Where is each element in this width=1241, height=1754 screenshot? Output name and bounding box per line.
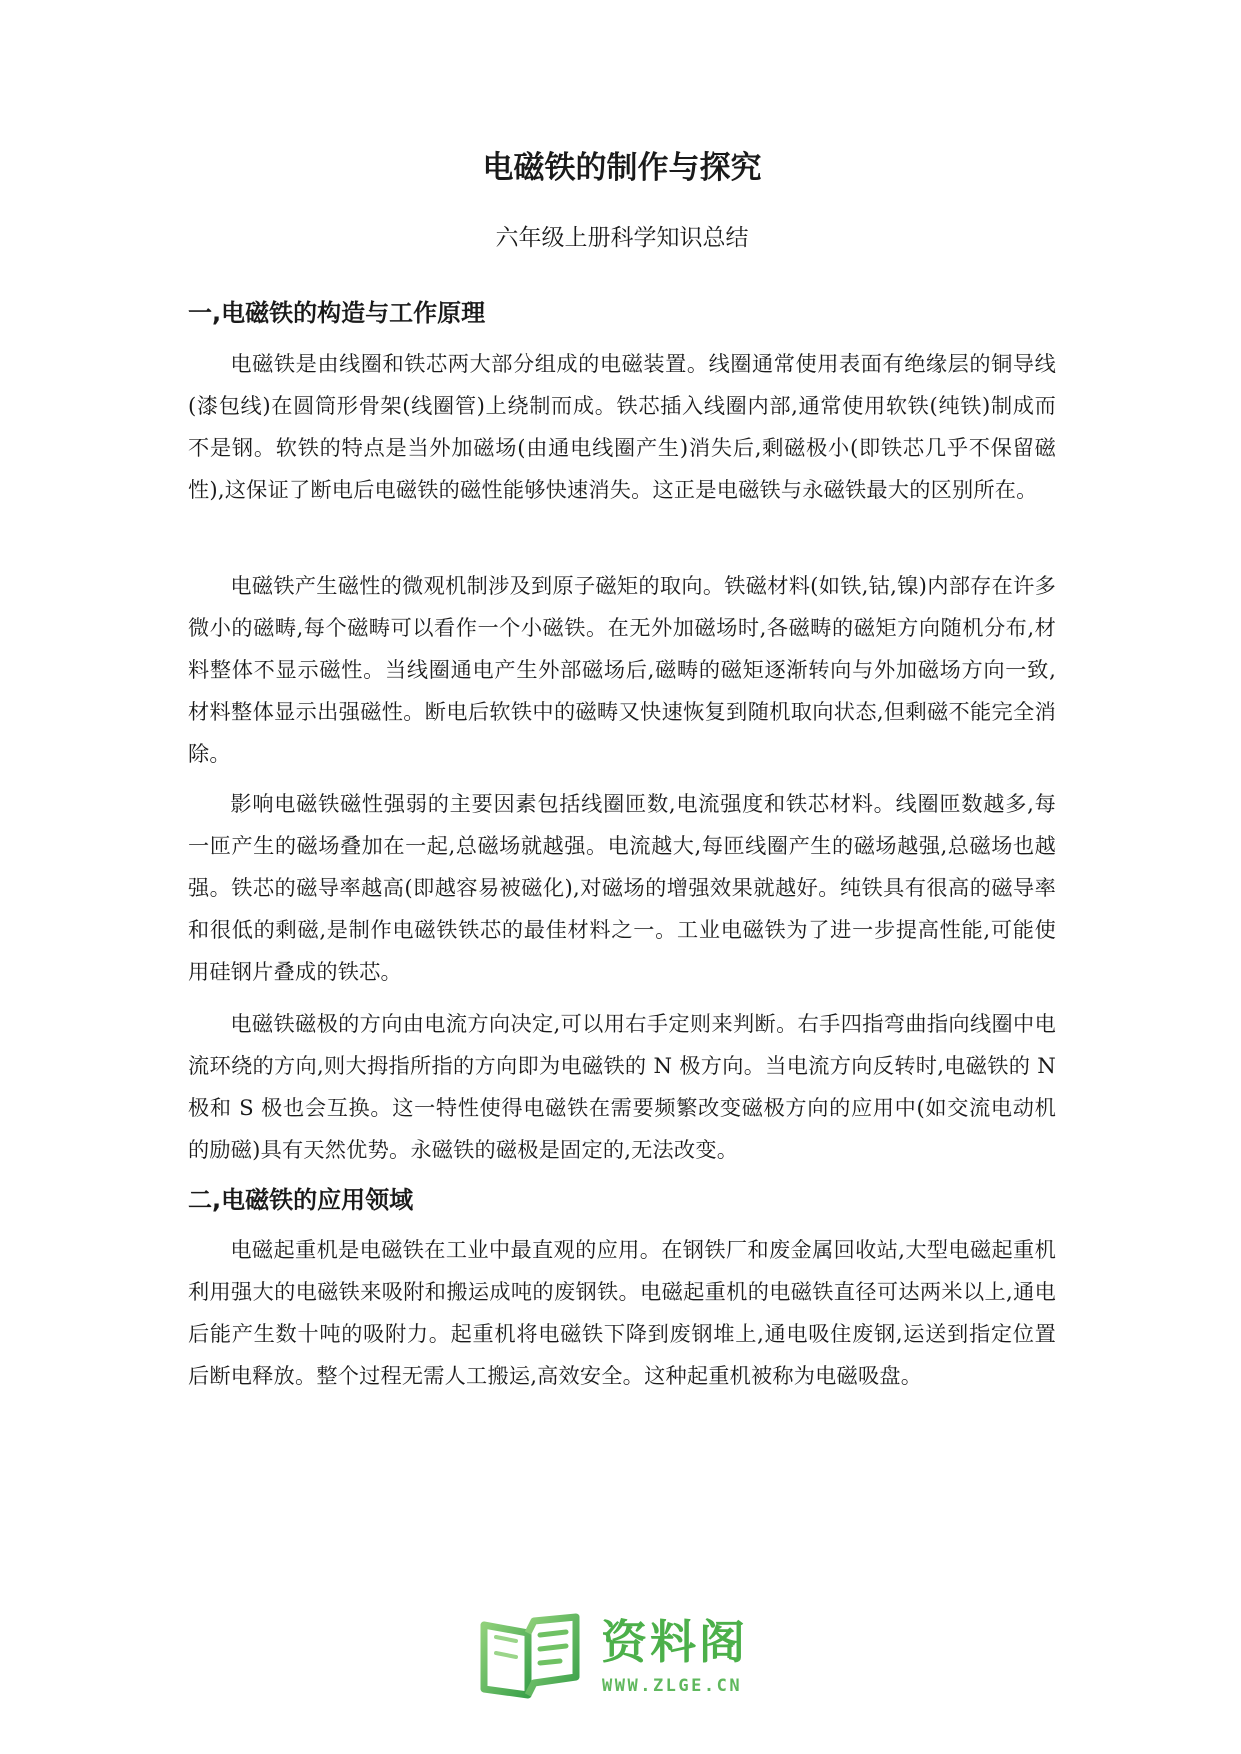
document-subtitle: 六年级上册科学知识总结 [495, 225, 749, 251]
watermark [476, 1607, 776, 1707]
watermark-brand: 资料阁 [601, 1615, 748, 1669]
watermark-url: WWW.ZLGE.CN [602, 1676, 743, 1696]
paragraph-magnetic-domains: 电磁铁产生磁性的微观机制涉及到原子磁矩的取向。铁磁材料(如铁,钴,镍)内部存在许多微小的磁畴,每个磁畴可以看作一个小磁铁。在无外加磁场时,各磁畴的磁矩方向随机分布,材料整体不显示磁性。当线圈通电产生外部磁场后,磁畴的磁矩逐渐转向与外加磁场方向一致,材料整体显示出强磁性。断电后软铁中的磁畴又快速恢复到随机取向状态,但剩磁不能完全消除。 [188, 573, 1056, 766]
section-heading-structure: 一,电磁铁的构造与工作原理 [188, 299, 486, 327]
document-title: 电磁铁的制作与探究 [482, 150, 762, 186]
paragraph-structure: 电磁铁是由线圈和铁芯两大部分组成的电磁装置。线圈通常使用表面有绝缘层的铜导线(漆包线)在圆筒形骨架(线圈管)上绕制而成。铁芯插入线圈内部,通常使用软铁(纯铁)制成而不是钢。软铁的特点是当外加磁场(由通电线圈产生)消失后,剩磁极小(即铁芯几乎不保留磁性),这保证了断电后电磁铁的磁性能够快速消失。这正是电磁铁与永磁铁最大的区别所在。 [188, 351, 1056, 502]
paragraph-crane: 电磁起重机是电磁铁在工业中最直观的应用。在钢铁厂和废金属回收站,大型电磁起重机利用强大的电磁铁来吸附和搬运成吨的废钢铁。电磁起重机的电磁铁直径可达两米以上,通电后能产生数十吨的吸附力。起重机将电磁铁下降到废钢堆上,通电吸住废钢,运送到指定位置后断电释放。整个过程无需人工搬运,高效安全。这种起重机被称为电磁吸盘。 [188, 1237, 1056, 1388]
open-book-logo-icon [476, 1607, 594, 1699]
paragraph-strength-factors: 影响电磁铁磁性强弱的主要因素包括线圈匝数,电流强度和铁芯材料。线圈匝数越多,每一匝产生的磁场叠加在一起,总磁场就越强。电流越大,每匝线圈产生的磁场越强,总磁场也越强。铁芯的磁导率越高(即越容易被磁化),对磁场的增强效果就越好。纯铁具有很高的磁导率和很低的剩磁,是制作电磁铁铁芯的最佳材料之一。工业电磁铁为了进一步提高性能,可能使用硅钢片叠成的铁芯。 [188, 791, 1056, 984]
section-heading-applications: 二,电磁铁的应用领域 [188, 1186, 414, 1214]
paragraph-pole-direction: 电磁铁磁极的方向由电流方向决定,可以用右手定则来判断。右手四指弯曲指向线圈中电流环绕的方向,则大拇指所指的方向即为电磁铁的 N 极方向。当电流方向反转时,电磁铁的 N 极和 S 极也会互换。这一特性使得电磁铁在需要频繁改变磁极方向的应用中(如交流电动机的励磁)具有天然优势。永磁铁的磁极是固定的,无法改变。 [188, 1011, 1056, 1162]
